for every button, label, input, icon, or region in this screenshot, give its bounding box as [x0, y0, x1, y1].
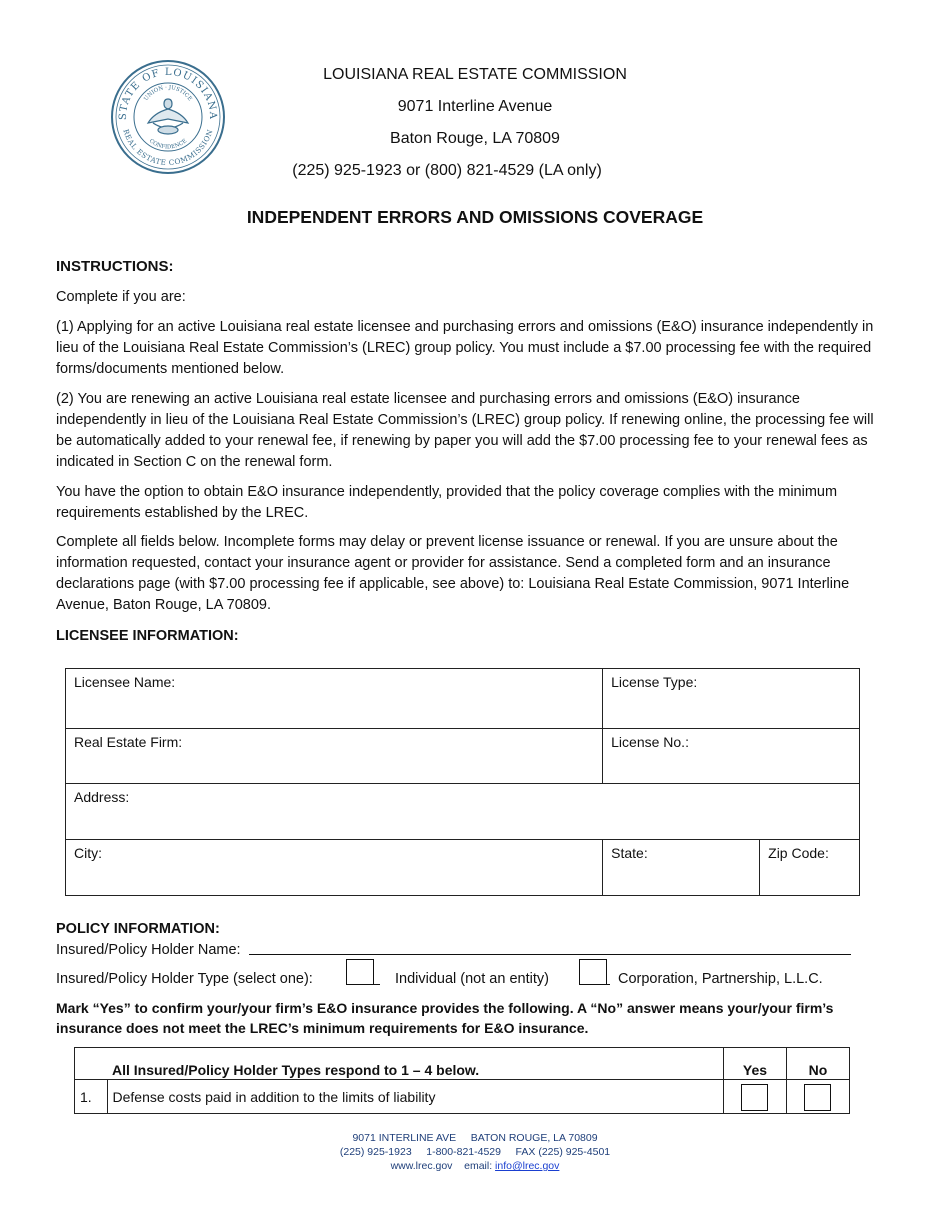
page-title: INDEPENDENT ERRORS AND OMISSIONS COVERAGE — [246, 207, 704, 227]
policy-heading: POLICY INFORMATION: — [56, 921, 220, 937]
footer-email-label: email: — [464, 1160, 493, 1172]
corporation-checkbox[interactable] — [579, 959, 607, 985]
footer-email-link[interactable]: info@lrec.gov — [495, 1160, 560, 1172]
instructions-paragraph-4: Complete all fields below. Incomplete forms may delay or prevent license issuance or renewal. If you are unsure about the information requested, contact your insurance agent or provider for assistance. Send a completed form and an insurance declarations page (with $7.00 processing fee if applicable, see above) to: Louisiana Real Estate Commission, 9071 Interline Avenue, Baton Rouge, LA 70809. — [56, 534, 850, 613]
address-field[interactable] — [66, 784, 860, 840]
real-estate-firm-label: Real Estate Firm: — [74, 734, 183, 750]
org-city: Baton Rouge, LA 70809 — [390, 130, 560, 147]
zip-code-label: Zip Code: — [768, 845, 829, 861]
yes-column-header: Yes — [724, 1048, 787, 1080]
requirement-1-yes-checkbox[interactable] — [741, 1084, 768, 1111]
requirements-table — [74, 1047, 850, 1114]
individual-checkbox[interactable] — [346, 959, 374, 985]
city-label: City: — [74, 845, 102, 861]
instructions-paragraph-2: (2) You are renewing an active Louisiana real estate licensee and purchasing errors and omissions (E&O) insurance independently in lieu of the Louisiana Real Estate Commission’s (LREC) group policy. If renewing online, the processing fee will be automatically added to your renewal fee, if renewing by paper you will add the $7.00 processing fee to your renewal fees as indicated in Section C on the renewal form. — [56, 391, 874, 470]
mark-yes-instruction: Mark “Yes” to confirm your/your firm’s E&O insurance provides the following. A “No” answer means your/your firm’s insurance does not meet the LREC’s minimum requirements for E&O insurance. — [56, 1000, 834, 1036]
state-field[interactable] — [603, 840, 760, 896]
no-cell — [787, 1080, 850, 1114]
corporation-option-label: Corporation, Partnership, L.L.C. — [618, 971, 823, 987]
policy-holder-type-label: Insured/Policy Holder Type (select one): — [56, 971, 313, 987]
org-phones: (225) 925-1923 or (800) 821-4529 (LA only) — [292, 162, 602, 179]
requirement-text: Defense costs paid in addition to the limits of liability — [107, 1080, 724, 1114]
seal-motto-bottom: CONFIDENCE — [147, 138, 189, 151]
policy-holder-name-label: Insured/Policy Holder Name: — [56, 942, 241, 958]
individual-option-label: Individual (not an entity) — [395, 971, 549, 987]
footer-website[interactable]: www.lrec.gov — [390, 1160, 453, 1172]
org-name: LOUISIANA REAL ESTATE COMMISSION — [323, 66, 627, 83]
instructions-intro: Complete if you are: — [56, 289, 186, 305]
requirement-number: 1. — [75, 1080, 108, 1114]
footer-address: 9071 INTERLINE AVE BATON ROUGE, LA 70809 — [352, 1132, 598, 1144]
individual-checkbox-underline — [346, 984, 380, 985]
yes-cell — [724, 1080, 787, 1114]
table-row — [75, 1080, 850, 1114]
seal-motto-top: UNION · JUSTICE — [143, 84, 193, 103]
license-number-label: License No.: — [611, 734, 689, 750]
no-column-header: No — [787, 1048, 850, 1080]
license-type-field[interactable] — [603, 669, 860, 729]
city-field[interactable] — [66, 840, 603, 896]
licensee-name-label: Licensee Name: — [74, 674, 176, 690]
footer-contact — [0, 1159, 950, 1173]
instructions-heading: INSTRUCTIONS: — [56, 258, 174, 275]
corporation-checkbox-underline — [579, 984, 610, 985]
seal-outer-text: STATE OF LOUISIANA — [117, 66, 219, 121]
license-type-label: License Type: — [611, 674, 698, 690]
zip-code-field[interactable] — [760, 840, 860, 896]
licensee-info-table — [65, 668, 860, 896]
requirements-header-blank — [75, 1048, 108, 1080]
requirement-1-no-checkbox[interactable] — [804, 1084, 831, 1111]
seal-bottom-text: REAL ESTATE COMMISSION — [121, 127, 215, 168]
instructions-paragraph-3: You have the option to obtain E&O insurance independently, provided that the policy coverage complies with the minimum requirements established by the LREC. — [56, 484, 838, 521]
state-label: State: — [611, 845, 648, 861]
footer-phones: (225) 925-1923 1-800-821-4529 FAX (225) 925-4501 — [339, 1146, 611, 1158]
policy-holder-name-input[interactable] — [249, 954, 851, 955]
org-street: 9071 Interline Avenue — [397, 98, 553, 115]
requirements-header: All Insured/Policy Holder Types respond to 1 – 4 below. — [107, 1048, 724, 1080]
real-estate-firm-field[interactable] — [66, 729, 603, 784]
instructions-paragraph-1: (1) Applying for an active Louisiana real estate licensee and purchasing errors and omissions (E&O) insurance independently in lieu of the Louisiana Real Estate Commission’s (LREC) group policy. You must include a $7.00 processing fee with the required forms/documents mentioned below. — [56, 319, 874, 377]
address-label: Address: — [74, 789, 130, 805]
licensee-name-field[interactable] — [66, 669, 603, 729]
license-number-field[interactable] — [603, 729, 860, 784]
licensee-heading: LICENSEE INFORMATION: — [56, 628, 239, 644]
